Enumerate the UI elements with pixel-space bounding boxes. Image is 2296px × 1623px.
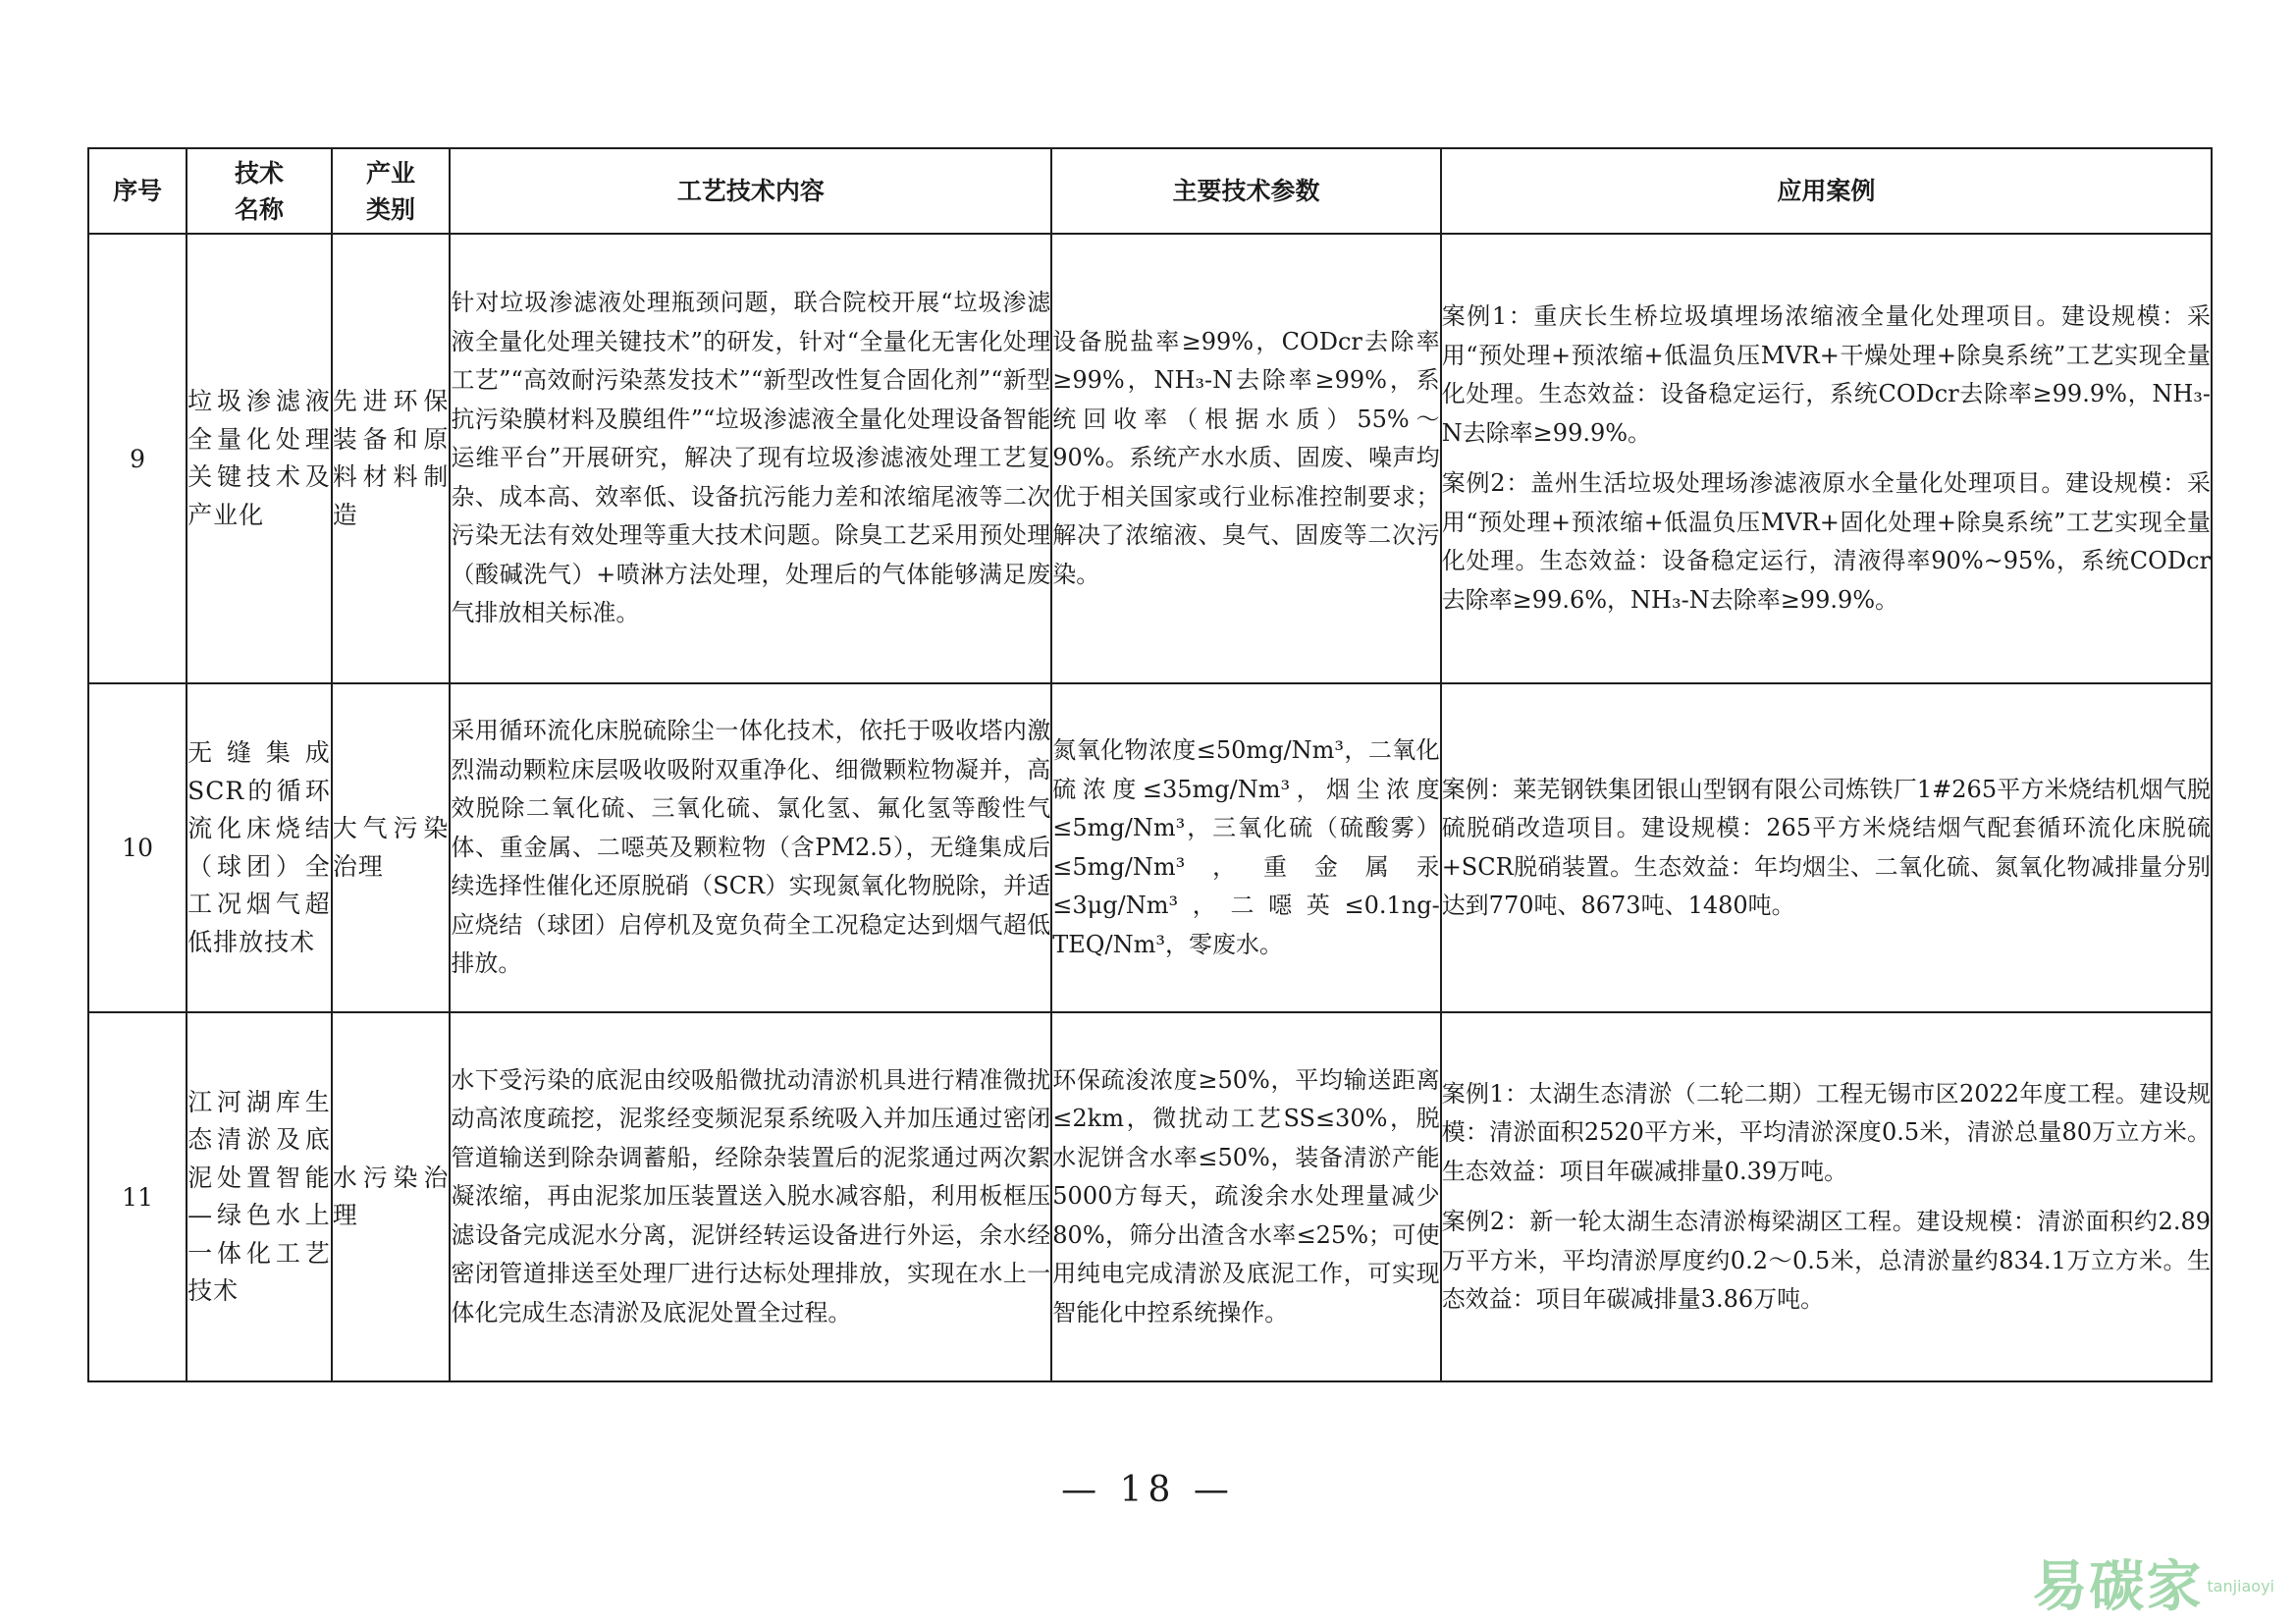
header-process: 工艺技术内容 <box>450 148 1051 234</box>
industry-category: 大气污染治理 <box>332 683 451 1012</box>
technical-parameters: 设备脱盐率≥99%，CODcr去除率≥99%，NH₃-N去除率≥99%，系统回收率（根据水质）55%～90%。系统产水水质、固废、噪声均优于相关国家或行业标准控制要求；解决了浓缩液、臭气、固废等二次污染。 <box>1051 234 1440 683</box>
row-number: 9 <box>88 234 187 683</box>
process-content: 水下受污染的底泥由绞吸船微扰动清淤机具进行精准微扰动高浓度疏挖，泥浆经变频泥泵系统吸入并加压通过密闭管道输送到除杂调蓄船，经除杂装置后的泥浆通过两次絮凝浓缩，再由泥浆加压装置送入脱水减容船，利用板框压滤设备完成泥水分离，泥饼经转运设备进行外运，余水经密闭管道排送至处理厂进行达标处理排放，实现在水上一体化完成生态清淤及底泥处置全过程。 <box>450 1012 1051 1381</box>
technology-table <box>87 147 2213 1382</box>
watermark-logo-text: 易碳家 <box>2032 1555 2204 1619</box>
application-cases <box>1441 1012 2212 1381</box>
header-name: 技术 名称 <box>187 148 332 234</box>
application-cases <box>1441 683 2212 1012</box>
table-row <box>88 1012 2212 1381</box>
application-cases <box>1441 234 2212 683</box>
table-row <box>88 234 2212 683</box>
case-paragraph: 案例2：新一轮太湖生态清淤梅梁湖区工程。建设规模：清淤面积约2.89万平方米，平均清淤厚度约0.2～0.5米，总清淤量约834.1万立方米。生态效益：项目年碳减排量3.86万吨。 <box>1441 1208 2211 1313</box>
table-header-row <box>88 148 2212 234</box>
technology-name: 垃圾渗滤液全量化处理关键技术及产业化 <box>187 234 332 683</box>
technical-parameters: 氮氧化物浓度≤50mg/Nm³，二氧化硫浓度≤35mg/Nm³，烟尘浓度≤5mg/Nm³，三氧化硫（硫酸雾）≤5mg/Nm³，重金属汞≤3μg/Nm³，二噁英≤0.1ng-TEQ/Nm³，零废水。 <box>1051 683 1440 1012</box>
technology-name: 无缝集成SCR的循环流化床烧结（球团）全工况烟气超低排放技术 <box>187 683 332 1012</box>
technology-name: 江河湖库生态清淤及底泥处置智能—绿色水上一体化工艺技术 <box>187 1012 332 1381</box>
row-number: 11 <box>88 1012 187 1381</box>
case-paragraph: 案例：莱芜钢铁集团银山型钢有限公司炼铁厂1#265平方米烧结机烟气脱硫脱硝改造项目。建设规模：265平方米烧结烟气配套循环流化床脱硫+SCR脱硝装置。生态效益：年均烟尘、二氧化硫、氮氧化物减排量分别达到770吨、8673吨、1480吨。 <box>1441 775 2211 919</box>
header-cases: 应用案例 <box>1441 148 2212 234</box>
technical-parameters: 环保疏浚浓度≥50%，平均输送距离≤2km，微扰动工艺SS≤30%，脱水泥饼含水率≤50%，装备清淤产能5000方每天，疏浚余水处理量减少80%，筛分出渣含水率≤25%；可使用纯电完成清淤及底泥工作，可实现智能化中控系统操作。 <box>1051 1012 1440 1381</box>
case-paragraph: 案例1：太湖生态清淤（二轮二期）工程无锡市区2022年度工程。建设规模：清淤面积2520平方米，平均清淤深度0.5米，清淤总量80万立方米。生态效益：项目年碳减排量0.39万吨。 <box>1441 1079 2211 1185</box>
industry-category: 先进环保装备和原料材料制造 <box>332 234 451 683</box>
header-params: 主要技术参数 <box>1051 148 1440 234</box>
page-number: — 18 — <box>1061 1470 1235 1510</box>
case-paragraph: 案例1：重庆长生桥垃圾填埋场浓缩液全量化处理项目。建设规模：采用“预处理+预浓缩+低温负压MVR+干燥处理+除臭系统”工艺实现全量化处理。生态效益：设备稳定运行，系统CODcr去除率≥99.9%，NH₃-N去除率≥99.9%。 <box>1441 302 2211 447</box>
process-content: 采用循环流化床脱硫除尘一体化技术，依托于吸收塔内激烈湍动颗粒床层吸收吸附双重净化、细微颗粒物凝并，高效脱除二氧化硫、三氧化硫、氯化氢、氟化氢等酸性气体、重金属、二噁英及颗粒物（含PM2.5），无缝集成后续选择性催化还原脱硝（SCR）实现氮氧化物脱除，并适应烧结（球团）启停机及宽负荷全工况稳定达到烟气超低排放。 <box>450 683 1051 1012</box>
process-content: 针对垃圾渗滤液处理瓶颈问题，联合院校开展“垃圾渗滤液全量化处理关键技术”的研发，针对“全量化无害化处理工艺”“高效耐污染蒸发技术”“新型改性复合固化剂”“新型抗污染膜材料及膜组件”“垃圾渗滤液全量化处理设备智能运维平台”开展研究，解决了现有垃圾渗滤液处理工艺复杂、成本高、效率低、设备抗污能力差和浓缩尾液等二次污染无法有效处理等重大技术问题。除臭工艺采用预处理（酸碱洗气）+喷淋方法处理，处理后的气体能够满足废气排放相关标准。 <box>450 234 1051 683</box>
row-number: 10 <box>88 683 187 1012</box>
header-category: 产业 类别 <box>332 148 451 234</box>
watermark-logo <box>2032 1555 2274 1619</box>
table-row <box>88 683 2212 1012</box>
case-paragraph: 案例2：盖州生活垃圾处理场渗滤液原水全量化处理项目。建设规模：采用“预处理+预浓缩+低温负压MVR+固化处理+除臭系统”工艺实现全量化处理。生态效益：设备稳定运行，清液得率90%~95%，系统CODcr去除率≥99.6%，NH₃-N去除率≥99.9%。 <box>1441 469 2211 614</box>
industry-category: 水污染治理 <box>332 1012 451 1381</box>
header-no: 序号 <box>88 148 187 234</box>
watermark-domain-text: tanjiaoyi <box>2207 1577 2274 1596</box>
